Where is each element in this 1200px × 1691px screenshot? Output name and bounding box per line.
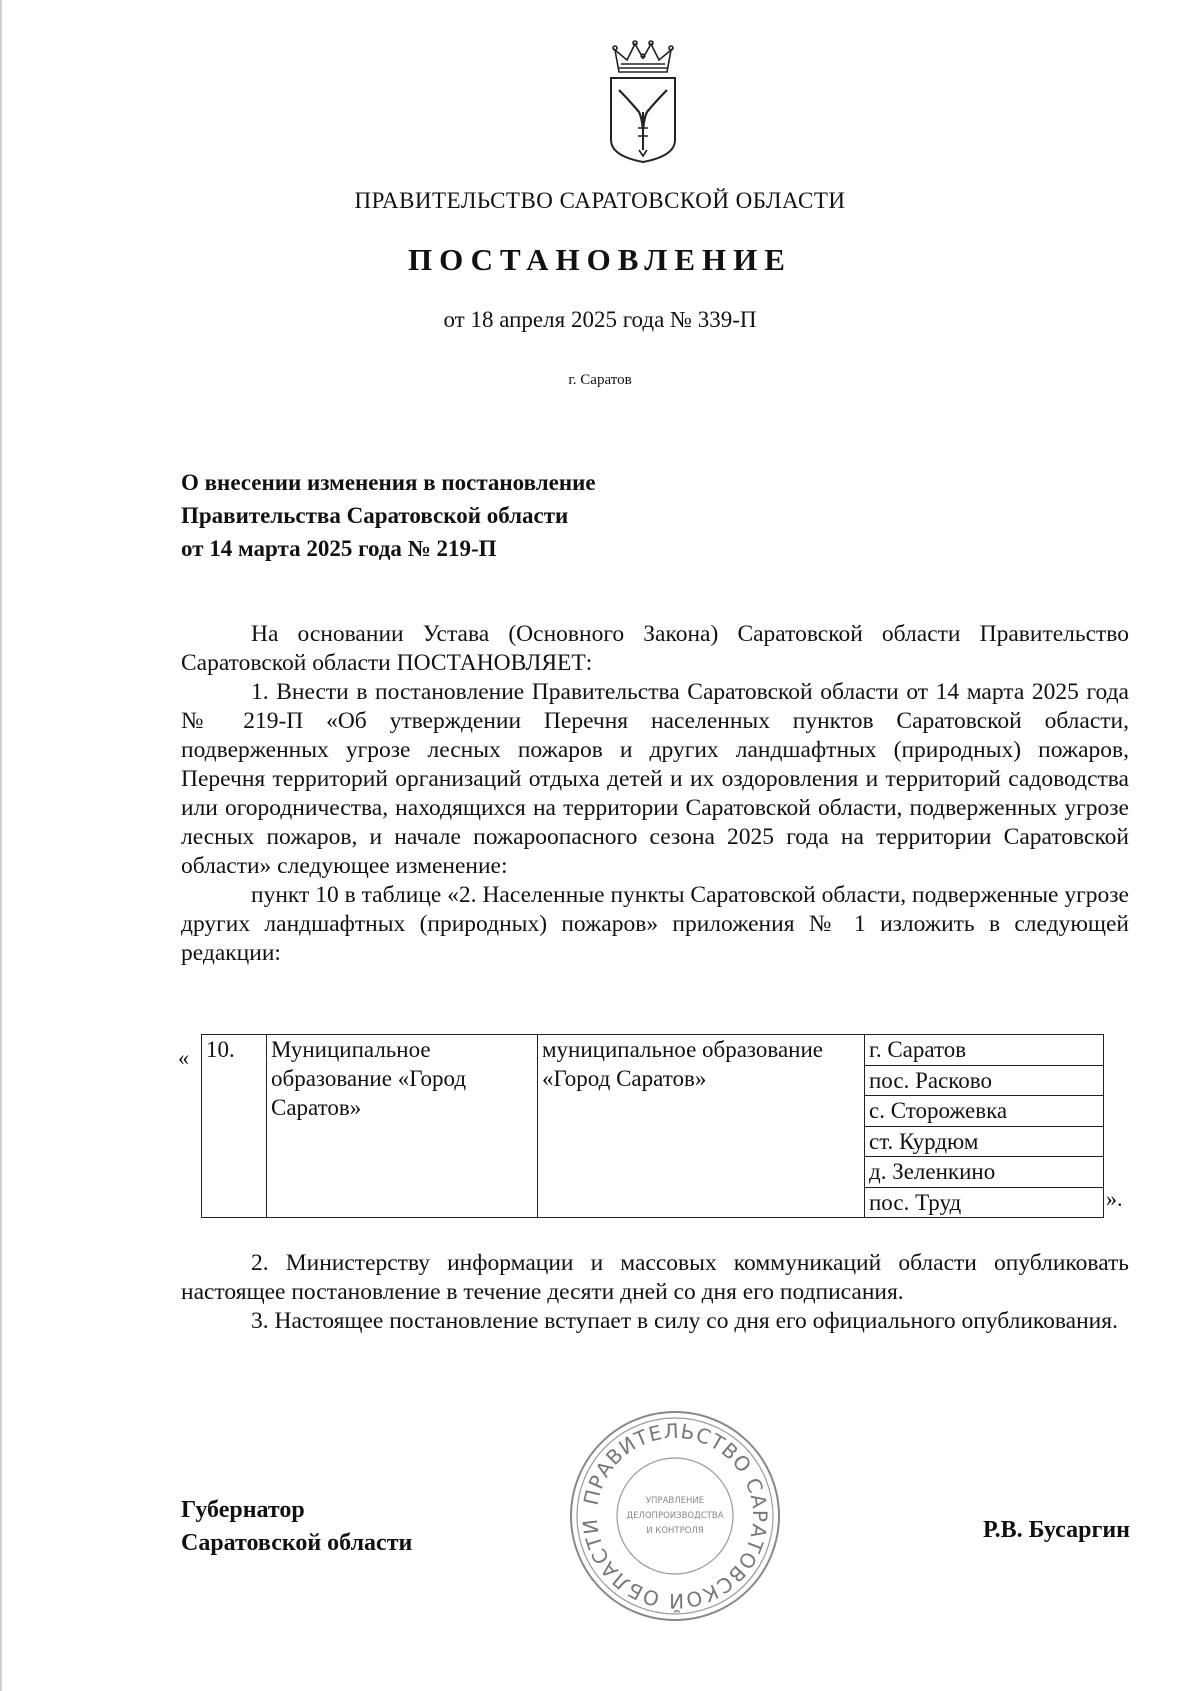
signatory-name: Р.В. Бусаргин bbox=[982, 1517, 1130, 1543]
place-item: пос. Труд bbox=[869, 1189, 962, 1215]
body-paragraph: На основании Устава (Основного Закона) Саратовской области Правительство Саратовской области ПОСТАНОВЛЯЕТ: bbox=[181, 621, 1129, 676]
municipality-cell: Муниципальное образование «Город Саратов» bbox=[267, 1035, 538, 1218]
stamp-inner-line: ДЕЛОПРОИЗВОДСТВА bbox=[626, 1511, 724, 1521]
stamp-inner-line: УПРАВЛЕНИЕ bbox=[645, 1496, 705, 1506]
place-item: г. Саратов bbox=[865, 1035, 1103, 1066]
document-subject bbox=[181, 466, 596, 565]
document-date-number: от 18 апреля 2025 года № 339-П bbox=[443, 307, 757, 332]
place-item: пос. Расково bbox=[865, 1066, 1103, 1097]
place-item: ст. Курдюм bbox=[865, 1127, 1103, 1158]
row-number: 10. bbox=[202, 1035, 267, 1218]
body-paragraphs bbox=[181, 620, 1129, 968]
saratov-coat-of-arms-icon bbox=[605, 38, 681, 166]
signatory-title bbox=[181, 1494, 412, 1560]
body-paragraph: 2. Министерству информации и массовых коммуникаций области опубликовать настоящее постановление в течение десяти дней со дня его подписания. bbox=[181, 1250, 1129, 1305]
body-paragraph: пункт 10 в таблице «2. Населенные пункты Саратовской области, подверженные угрозе других ландшафтных (природных) пожаров» приложения № 1 изложить в следующей редакции: bbox=[181, 882, 1129, 966]
document-type: ПОСТАНОВЛЕНИЕ bbox=[408, 242, 792, 277]
body-paragraph: 1. Внести в постановление Правительства Саратовской области от 14 марта 2025 года № 219-П «Об утверждении Перечня населенных пунктов Саратовской области, подверженных угрозе лесных пожаров и других ландшафтных (природных) пожаров, Перечня территорий организаций отдыха детей и их оздоровления и территорий садоводства или огородничества, находящихся на территории Саратовской области, подверженных угрозе лесных пожаров, и начале пожароопасного сезона 2025 года на территории Саратовской области» следующее изменение: bbox=[181, 679, 1129, 879]
amendment-table bbox=[201, 1034, 1104, 1218]
place-item: д. Зеленкино bbox=[865, 1157, 1103, 1188]
municipality-cell: муниципальное образование «Город Саратов» bbox=[538, 1035, 865, 1218]
signatory-title-line: Саратовской области bbox=[181, 1530, 413, 1556]
subject-line: от 14 марта 2025 года № 219-П bbox=[181, 536, 497, 561]
table-row bbox=[202, 1035, 1104, 1218]
subject-line: О внесении изменения в постановление bbox=[181, 470, 596, 495]
government-name: ПРАВИТЕЛЬСТВО САРАТОВСКОЙ ОБЛАСТИ bbox=[354, 188, 846, 213]
table-open-quote: « bbox=[178, 1045, 189, 1070]
document-city: г. Саратов bbox=[568, 372, 632, 388]
stamp-inner-line: И КОНТРОЛЯ bbox=[646, 1526, 704, 1536]
table-close-quote: ». bbox=[1106, 1186, 1123, 1211]
place-item: с. Сторожевка bbox=[865, 1096, 1103, 1127]
places-cell bbox=[865, 1035, 1104, 1218]
signatory-title-line: Губернатор bbox=[181, 1497, 305, 1523]
subject-line: Правительства Саратовской области bbox=[181, 503, 569, 528]
body-paragraph: 3. Настоящее постановление вступает в силу со дня его официального опубликования. bbox=[251, 1308, 1118, 1334]
official-seal-icon bbox=[567, 1408, 783, 1624]
stamp-ring-text: ПРАВИТЕЛЬСТВО САРАТОВСКОЙ ОБЛАСТИ bbox=[577, 1418, 773, 1614]
closing-paragraphs bbox=[181, 1249, 1129, 1336]
